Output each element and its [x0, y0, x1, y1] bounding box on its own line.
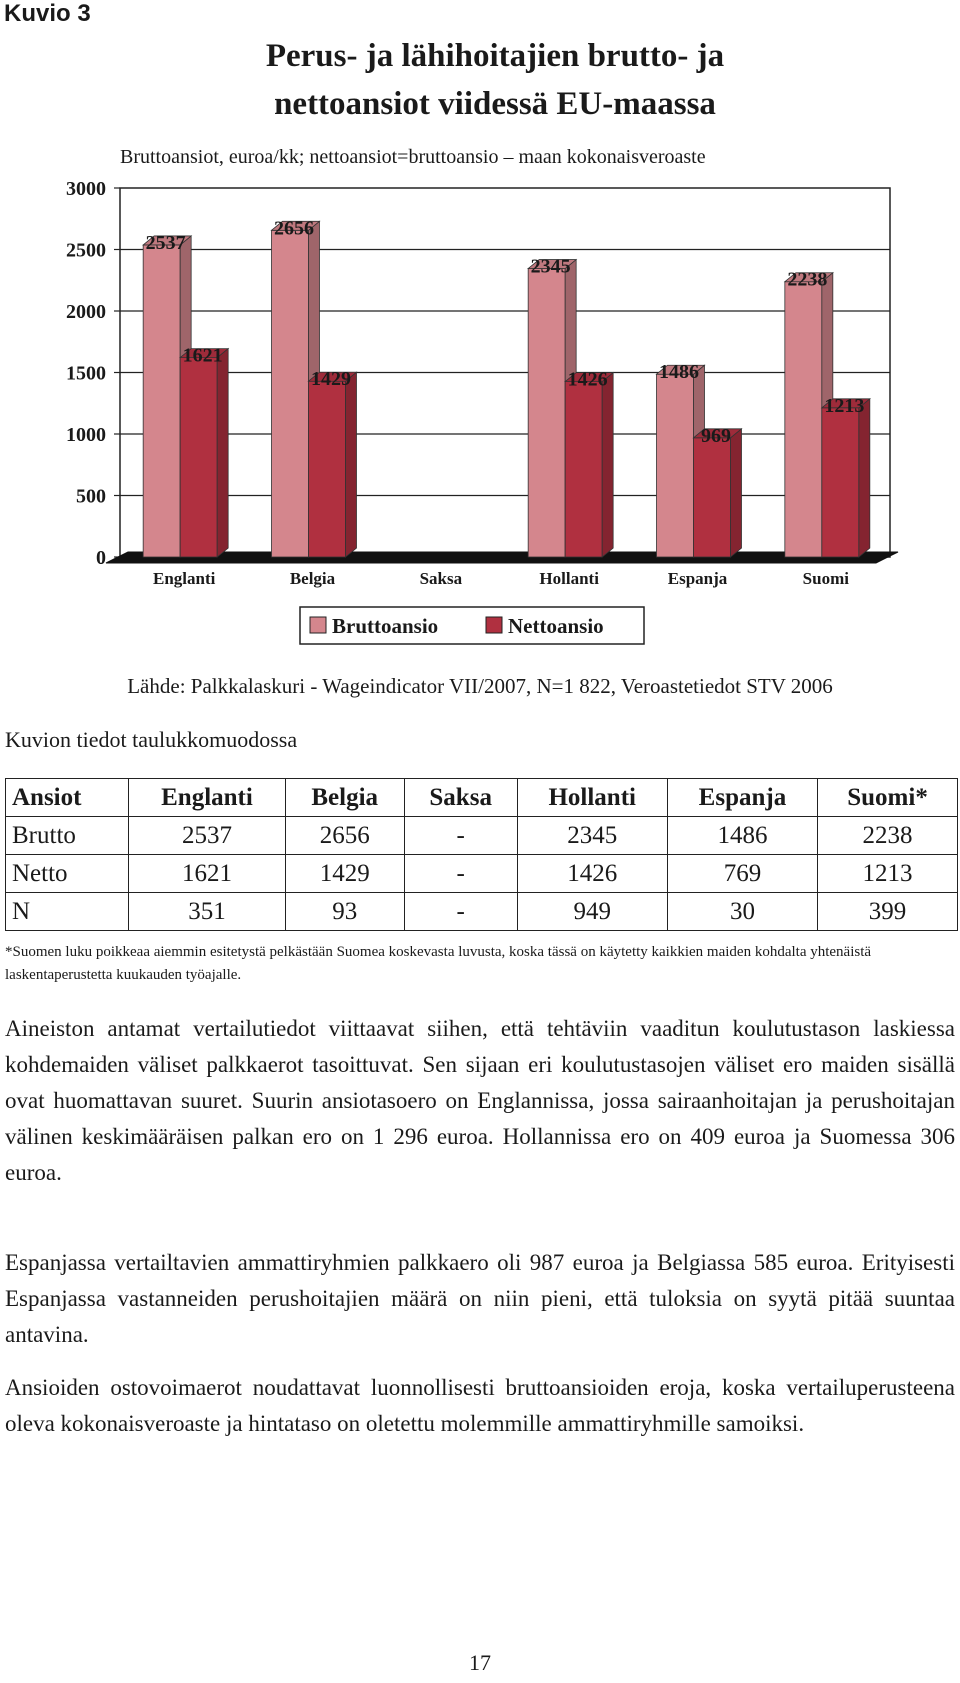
data-label: 1486 [659, 361, 699, 384]
table-cell: 1486 [667, 817, 817, 855]
header-cell: Hollanti [517, 779, 667, 817]
page-number: 17 [469, 1650, 491, 1675]
table-cell: 1213 [818, 855, 958, 893]
bar [785, 282, 822, 557]
y-tick-label: 1500 [66, 362, 106, 385]
table-cell: Brutto [6, 817, 129, 855]
bar-side [217, 349, 228, 557]
x-tick-label: Espanja [667, 569, 728, 588]
data-label: 1621 [182, 344, 223, 367]
chart-title [120, 32, 870, 128]
y-tick-label: 3000 [66, 178, 106, 200]
data-label: 2345 [530, 255, 571, 278]
bar-side [602, 373, 613, 557]
data-label: 2238 [787, 268, 828, 291]
bar-chart [0, 170, 960, 660]
table-cell: 30 [667, 893, 817, 931]
x-tick-label: Englanti [152, 569, 216, 588]
table-cell: 2537 [129, 817, 285, 855]
bar [528, 269, 565, 557]
legend-label: Bruttoansio [332, 614, 439, 638]
table-footnote: *Suomen luku poikkeaa aiemmin esitetystä pelkästään Suomea koskevasta luvusta, koska tässä on käytetty kaikkien maiden kohdalta yhtenäistä laskentaperustetta kuukauden työajalle. [5, 944, 872, 983]
bar [272, 230, 309, 557]
y-tick-label: 0 [96, 547, 106, 569]
data-label: 1429 [311, 368, 351, 391]
table-cell: 93 [285, 893, 404, 931]
table-cell: 949 [517, 893, 667, 931]
x-tick-label: Belgia [289, 569, 336, 588]
header-cell: Saksa [404, 779, 517, 817]
data-label: 2537 [145, 231, 186, 254]
y-tick-label: 2000 [66, 301, 106, 323]
body-paragraph: Aineiston antamat vertailutiedot viittaavat siihen, että tehtäviin vaaditun koulutustason laskiessa kohdemaiden väliset palkkaerot tasoittuvat. Sen sijaan eri koulutustasojen väliset ero maiden sisällä ovat huomattavan suuret. Suurin ansiotasoero on Englannissa, jossa sairaanhoitajan ja perushoitajan välinen keskimääräisen palkan ero on 1 296 euroa. Hollannissa ero on 409 euroa ja Suomessa 306 euroa. [5, 1016, 955, 1185]
data-table [5, 778, 958, 931]
legend-label: Nettoansio [508, 614, 604, 638]
header-cell: Belgia [285, 779, 404, 817]
table-cell: Netto [6, 855, 129, 893]
header-cell: Englanti [129, 779, 285, 817]
x-tick-label: Hollanti [539, 569, 599, 588]
y-tick-label: 1000 [66, 424, 106, 446]
bar [180, 358, 217, 557]
table-header-row [6, 779, 958, 817]
source-note: Lähde: Palkkalaskuri - Wageindicator VII/2007, N=1 822, Veroastetiedot STV 2006 [127, 674, 833, 698]
table-cell: 351 [129, 893, 285, 931]
table-cell: N [6, 893, 129, 931]
table-cell: 1429 [285, 855, 404, 893]
bar [657, 374, 694, 557]
bar-side [731, 429, 742, 557]
figure-label: Kuvio 3 [4, 0, 91, 27]
legend-swatch [310, 617, 326, 633]
table-cell: 1426 [517, 855, 667, 893]
bar-side [346, 372, 357, 557]
chart-title-line-2: nettoansiot viidessä EU-maassa [274, 86, 716, 122]
table-cell: 2345 [517, 817, 667, 855]
table-row [6, 817, 958, 855]
x-tick-label: Suomi [802, 569, 849, 588]
x-tick-label: Saksa [419, 569, 463, 588]
table-caption: Kuvion tiedot taulukkomuodossa [5, 727, 298, 752]
header-cell: Suomi* [818, 779, 958, 817]
chart-subtitle: Bruttoansiot, euroa/kk; nettoansiot=bruttoansio – maan kokonaisveroaste [120, 146, 706, 168]
bar [694, 438, 731, 557]
table-cell: 2238 [818, 817, 958, 855]
header-cell: Ansiot [6, 779, 129, 817]
y-tick-label: 500 [76, 485, 106, 508]
table-cell: 2656 [285, 817, 404, 855]
chart-floor [106, 552, 898, 563]
body-paragraph: Espanjassa vertailtavien ammattiryhmien palkkaero oli 987 euroa ja Belgiassa 585 euroa. Erityisesti Espanjassa vastanneiden perushoitajien määrä on niin pieni, että tuloksia on syytä pitää suuntaa antavina. [5, 1250, 955, 1347]
table-cell: - [404, 817, 517, 855]
bar-side [859, 399, 870, 557]
bar [565, 382, 602, 557]
y-tick-label: 2500 [66, 239, 106, 262]
table-cell: 399 [818, 893, 958, 931]
body-paragraph: Ansioiden ostovoimaerot noudattavat luonnollisesti bruttoansioiden eroja, koska vertailuperusteena oleva kokonaisveroaste ja hintataso on oletettu molemmille ammattiryhmille samoiksi. [5, 1375, 955, 1436]
chart-title-line-1: Perus- ja lähihoitajien brutto- ja [265, 38, 725, 74]
data-label: 969 [701, 424, 731, 447]
data-label: 1426 [567, 368, 608, 391]
table-cell: 1621 [129, 855, 285, 893]
header-cell: Espanja [667, 779, 817, 817]
table-row [6, 893, 958, 931]
data-label: 1213 [824, 394, 865, 417]
bar [822, 408, 859, 557]
table-cell: - [404, 893, 517, 931]
table-cell: - [404, 855, 517, 893]
bar [309, 381, 346, 557]
table-row [6, 855, 958, 893]
data-label: 2656 [274, 217, 314, 240]
bar [143, 245, 180, 557]
table-cell: 769 [667, 855, 817, 893]
legend-swatch [486, 617, 502, 633]
